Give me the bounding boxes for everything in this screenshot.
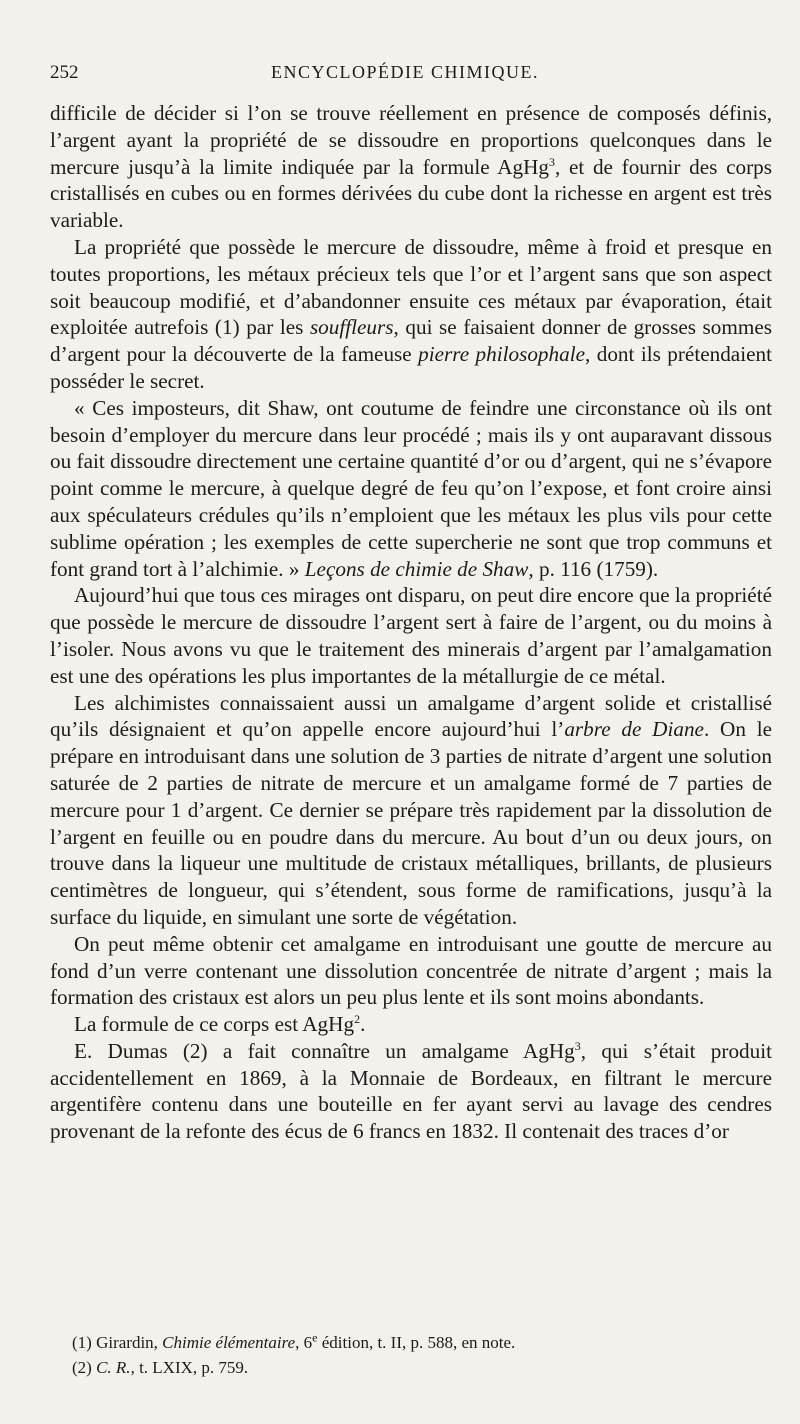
- text-run: (1) Girardin,: [72, 1333, 163, 1352]
- paragraph: [50, 1011, 772, 1038]
- page-header: [50, 62, 760, 92]
- italic-text: arbre de Diane: [564, 717, 704, 742]
- paragraph: [50, 690, 772, 931]
- paragraph: [50, 100, 772, 234]
- text-run: , qui s’était produit accidentellement en 1869, à la Monnaie de Bordeaux, en filtrant le mercure argentifère contenu dans une bouteille en fer ayant servi au lavage des cendres provenant de la refonte des écus de 6 francs en 1832. Il contenait des traces d’or: [50, 1038, 773, 1144]
- text-run: , t. LXIX, p. 759.: [130, 1358, 249, 1377]
- superscript: 3: [549, 154, 555, 169]
- text-run: La propriété que possède le mercure de dissoudre, même à froid et presque en toutes proportions, les métaux précieux tels que l’or et l’argent sans que son aspect soit beaucoup modifié, et d’abandonner ensuite ces métaux par évaporation, était exploitée autrefois (1) par les: [50, 234, 772, 340]
- text-run: Les alchimistes connaissaient aussi un amalgame d’argent solide et cristallisé qu’ils désignaient et qu’on appelle encore aujourd’hui l’: [50, 690, 772, 742]
- text-run: , p. 116 (1759).: [528, 556, 659, 581]
- page-number: 252: [50, 62, 79, 83]
- running-title: ENCYCLOPÉDIE CHIMIQUE.: [271, 62, 539, 82]
- text-run: La formule de ce corps est AgHg: [74, 1012, 355, 1037]
- text-run: . On le prépare en introduisant dans une solution de 3 parties de nitrate d’argent une solution saturée de 2 parties de nitrate de mercure et un amalgame formé de 7 parties de mercure pour 1 d’argent. Ce dernier se prépare très rapidement par la dissolution de l’argent en feuille ou en poudre dans du mercure. Au bout d’un ou deux jours, on trouve dans la liqueur une multitude de cristaux métalliques, brillants, de plusieurs centimètres de longueur, qui s’étendent, sous forme de ramifications, jusqu’à la surface du liquide, en simulant une sorte de végétation.: [50, 717, 772, 929]
- text-run: difficile de décider si l’on se trouve réellement en présence de composés définis, l’argent ayant la propriété de se dissoudre en proportions quelconques dans le mercure jusqu’à la limite indiquée par la formule AgHg: [50, 101, 772, 179]
- text-run: .: [360, 1012, 366, 1037]
- body-text: [50, 100, 772, 1145]
- paragraph: [50, 582, 772, 689]
- italic-text: Leçons de chimie de Shaw: [304, 556, 529, 581]
- paragraph: [50, 395, 772, 583]
- italic-text: souffleurs: [309, 315, 394, 340]
- text-run: , qui se faisaient donner de grosses sommes d’argent pour la découverte de la fameuse: [50, 315, 772, 367]
- paragraph: [50, 234, 772, 395]
- text-run: , et de fournir des corps cristallisés en cubes ou en formes dérivées du cube dont la richesse en argent est très variable.: [50, 154, 772, 233]
- superscript: 3: [574, 1038, 581, 1053]
- text-run: Aujourd’hui que tous ces mirages ont disparu, on peut dire encore que la propriété que possède le mercure de dissoudre l’argent sert à faire de l’argent, ou du moins à l’isoler. Nous avons vu que le traitement des minerais d’argent par l’amalgamation est une des opérations les plus importantes de la métallurgie de ce métal.: [50, 583, 772, 688]
- paragraph: [50, 931, 772, 1011]
- italic-text: pierre philosophale: [418, 342, 586, 367]
- text-run: « Ces imposteurs, dit Shaw, ont coutume de feindre une circonstance où ils ont besoin d’employer du mercure dans leur procédé ; mais ils y ont auparavant dissous ou fait dissoudre directement une certaine quantité d’or ou d’argent, qui ne s’évapore point comme le mercure, à quelque degré de feu qu’on l’expose, et font croire ainsi aux spéculateurs crédules qu’ils n’emploient que les métaux les plus vils pour cette sublime opération ; les exemples de cette supercherie ne sont que trop communs et font grand tort à l’alchimie. »: [50, 395, 772, 581]
- footnote: [72, 1355, 760, 1380]
- text-run: édition, t. II, p. 588, en note.: [317, 1333, 516, 1352]
- italic-text: C. R.: [96, 1358, 131, 1377]
- text-run: On peut même obtenir cet amalgame en introduisant une goutte de mercure au fond d’un verre contenant une dissolution concentrée de nitrate d’argent ; mais la formation des cristaux est alors un peu plus lente et ils sont moins abondants.: [50, 931, 772, 1010]
- text-run: (2): [72, 1358, 97, 1377]
- superscript: e: [312, 1330, 318, 1345]
- footnotes: [72, 1330, 760, 1380]
- superscript: 2: [354, 1012, 361, 1027]
- paragraph: [50, 1038, 772, 1145]
- text-run: E. Dumas (2) a fait connaître un amalgame AgHg: [74, 1038, 575, 1063]
- italic-text: Chimie élémentaire: [162, 1333, 296, 1352]
- text-run: , 6: [295, 1333, 313, 1352]
- footnote: [72, 1330, 760, 1355]
- text-run: , dont ils prétendaient posséder le secret.: [50, 342, 772, 393]
